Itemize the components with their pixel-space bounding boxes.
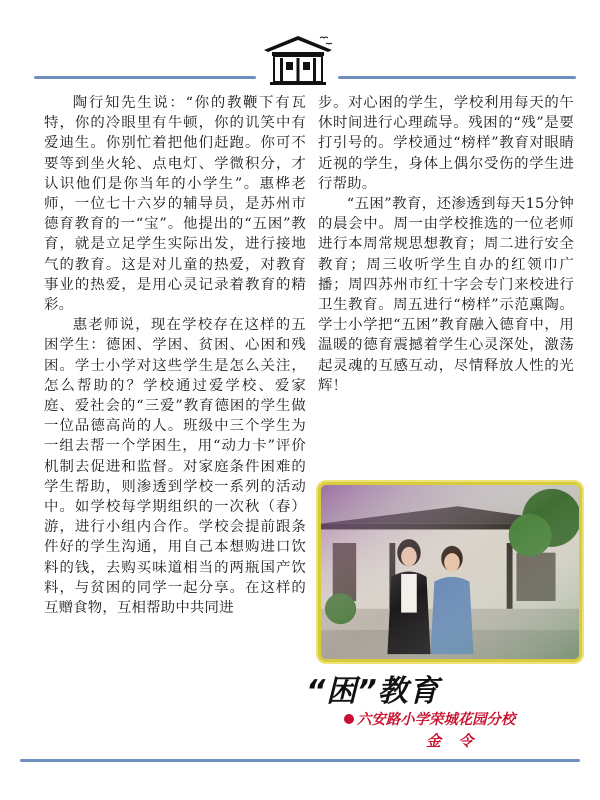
school-name: 六安路小学荣城花园分校	[357, 712, 516, 728]
school-credit	[344, 708, 584, 729]
teachers-photo	[318, 482, 582, 662]
paragraph: 惠老师说，现在学校存在这样的五困学生：德困、学困、贫困、心困和残困。学士小学对这些学生是怎么关注，怎么帮助的？学校通过爱学校、爱家庭、爱社会的“三爱”教育德困的学生做一位品德高尚的人。班级中三个学生为一组去帮一个学困生，用“动力卡”评价机制去促进和监督。对家庭条件困难的学生帮助，则渗透到学校一系列的活动中。如学校每学期组织的一次秋（春）游，进行小组内合作。学校会提前跟条件好的学生沟通，用自己本想购进口饮料的钱，去购买味道相当的两瓶国产饮料，与贫困的同学一起分享。在这样的互赠食物，互相帮助中共同进	[44, 317, 306, 617]
paragraph: 陶行知先生说：“你的教鞭下有瓦特，你的冷眼里有牛顿，你的讥笑中有爱迪生。你别忙着把他们赶跑。你可不要等到坐火轮、点电灯、学微积分，才认识他们是你当年的小学生”。惠桦老师，一位七十六岁的辅导员，是苏州市德育教育的一“宝”。他提出的“五困”教育，就是立足学生实际出发，进行接地气的教育。这是对儿童的热爱，对教育事业的热爱，是用心灵记录着教育的精彩。	[44, 95, 306, 314]
footer-rule	[20, 759, 580, 762]
article-title: “困”教育	[306, 674, 440, 709]
house-icon	[258, 30, 338, 88]
article-column-left	[44, 93, 306, 618]
article-column-right	[318, 93, 574, 396]
header-rule-left	[34, 76, 256, 79]
red-dot-icon	[344, 714, 354, 724]
paragraph: “五困”教育，还渗透到每天15分钟的晨会中。周一由学校推选的一位老师进行本周常规思想教育；周二进行安全教育；周三收听学生自办的红领巾广播；周四苏州市红十字会专门来校进行卫生教育。周五进行“榜样”示范熏陶。学士小学把“五困”教育融入德育中，用温暖的德育震撼着学生心灵深处，激荡起灵魂的互感互动，尽情释放人性的光辉！	[318, 196, 574, 394]
author-name: 金 令	[426, 732, 480, 750]
paragraph: 步。对心困的学生，学校利用每天的午休时间进行心理疏导。残困的“残”是要打引号的。学校通过“榜样”教育对眼睛近视的学生，身体上偶尔受伤的学生进行帮助。	[318, 95, 574, 192]
header-rule-right	[338, 76, 576, 79]
